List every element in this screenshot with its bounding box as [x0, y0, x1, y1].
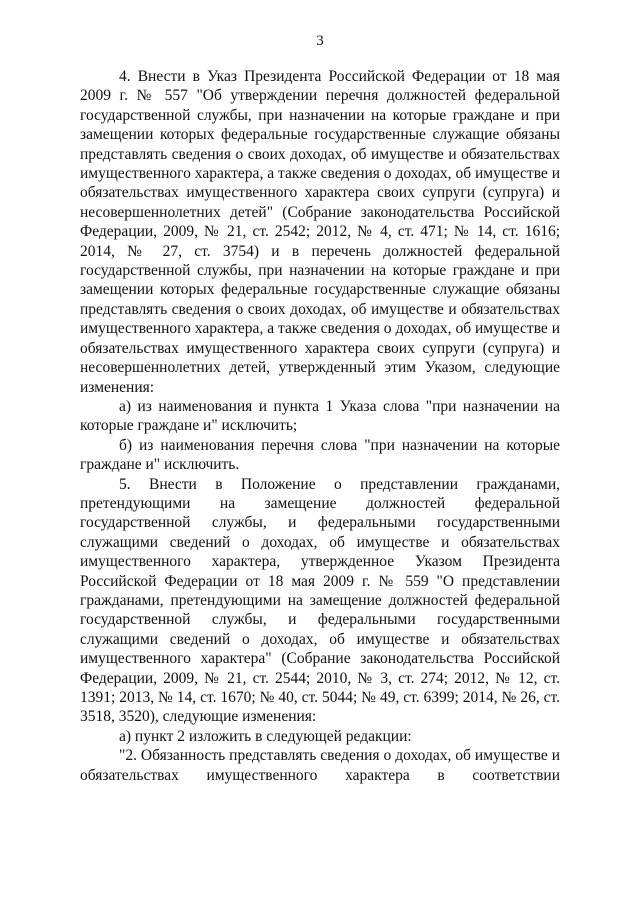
- paragraph-item-5: 5. Внести в Положение о представлении гражданами, претендующими на замещение должностей федеральной государственной службы, и федеральными государственными служащими сведений о доходах, об имуществе и обязательствах имущественного характера, утвержденное Указом Президента Российской Федерации от 18 мая 2009 г. № 559 "О представлении гражданами, претендующими на замещение должностей федеральной государственной службы, и федеральными государственными служащими сведений о доходах, об имуществе и обязательствах имущественного характера" (Собрание законодательства Российской Федерации, 2009, № 21, ст. 2544; 2010, № 3, ст. 274; 2012, № 12, ст. 1391; 2013, № 14, ст. 1670; № 40, ст. 5044; № 49, ст. 6399; 2014, № 26, ст. 3518, 3520), следующие изменения:: [80, 475, 560, 726]
- page-number: 3: [316, 33, 324, 49]
- paragraph-subitem-a: а) из наименования и пункта 1 Указа слова "при назначении на которые граждане и" исключить;: [80, 397, 560, 435]
- paragraph-item-4: 4. Внести в Указ Президента Российской Федерации от 18 мая 2009 г. № 557 "Об утверждении перечня должностей федеральной государственной службы, при назначении на которые граждане и при замещении которых федеральные государственные служащие обязаны представлять сведения о своих доходах, об имуществе и обязательствах имущественного характера, а также сведения о доходах, об имуществе и обязательствах имущественного характера своих супруги (супруга) и несовершеннолетних детей" (Собрание законодательства Российской Федерации, 2009, № 21, ст. 2542; 2012, № 4, ст. 471; № 14, ст. 1616; 2014, № 27, ст. 3754) и в перечень должностей федеральной государственной службы, при назначении на которые граждане и при замещении которых федеральные государственные служащие обязаны представлять сведения о своих доходах, об имуществе и обязательствах имущественного характера, а также сведения о доходах, об имуществе и обязательствах имущественного характера своих супруги (супруга) и несовершеннолетних детей, утвержденный этим Указом, следующие изменения:: [80, 68, 560, 396]
- paragraph-quoted-clause: "2. Обязанность представлять сведения о доходах, об имуществе и обязательствах имущественного характера в соответствии: [80, 747, 560, 784]
- paragraph-subitem-a-2: а) пункт 2 изложить в следующей редакции:: [119, 727, 412, 745]
- document-body: [80, 67, 560, 785]
- paragraph-subitem-b: б) из наименования перечня слова "при назначении на которые граждане и" исключить.: [80, 436, 560, 474]
